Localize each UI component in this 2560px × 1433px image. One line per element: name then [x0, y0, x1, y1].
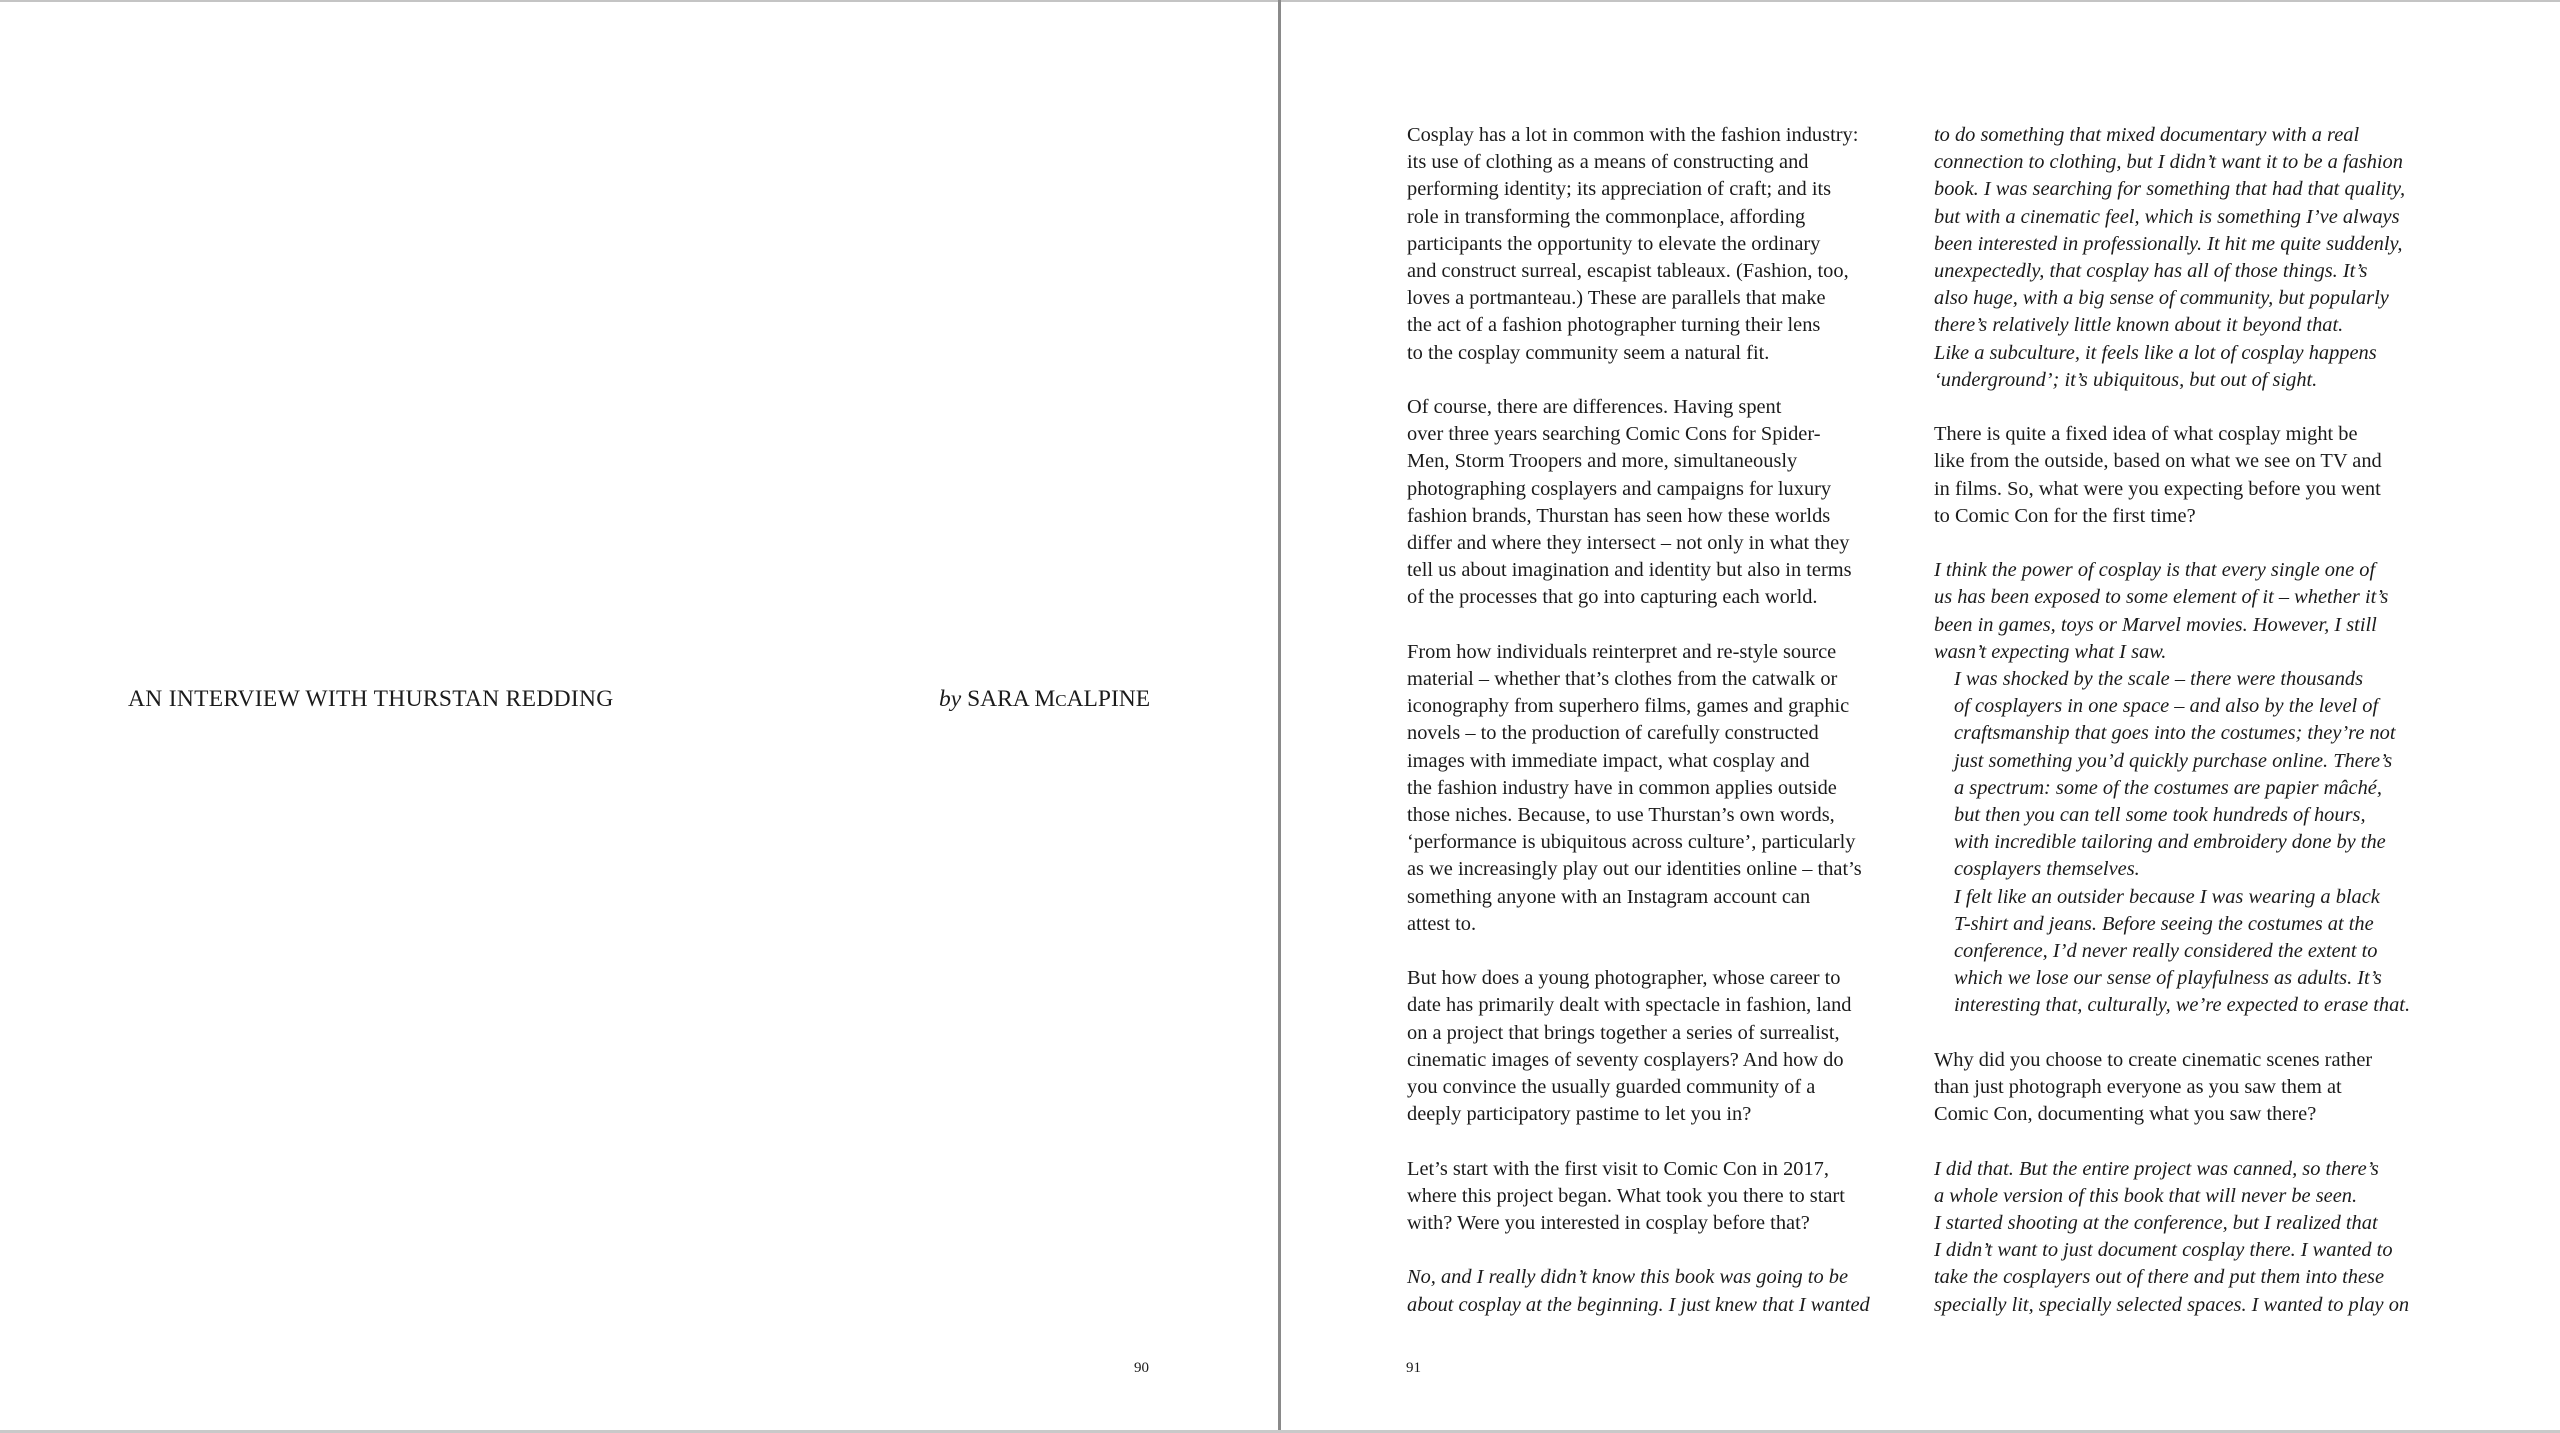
text-line: cosplayers themselves. [1954, 858, 2140, 881]
text-line: also huge, with a big sense of community, but popularly [1934, 287, 2389, 310]
answer-paragraph [1934, 122, 2434, 394]
text-line: but then you can tell some took hundreds of hours, [1954, 804, 2366, 827]
text-line: fashion brands, Thurstan has seen how these worlds [1407, 504, 1831, 527]
text-line: Cosplay has a lot in common with the fashion industry: [1407, 124, 1859, 146]
text-column-2 [1934, 122, 2434, 1346]
text-line: a whole version of this book that will never be seen. [1934, 1184, 2358, 1207]
body-paragraph [1407, 394, 1907, 612]
text-line: to do something that mixed documentary with a real [1934, 124, 2360, 146]
author-name-part-1: SARA M [967, 686, 1056, 712]
page-number-left: 90 [1134, 1360, 1149, 1376]
text-line: book. I was searching for something that had that quality, [1934, 178, 2406, 201]
text-line: like from the outside, based on what we see on TV and [1934, 450, 2382, 473]
body-paragraph [1934, 421, 2434, 530]
text-line: to Comic Con for the first time? [1934, 504, 2196, 527]
text-line: T-shirt and jeans. Before seeing the costumes at the [1954, 912, 2374, 935]
text-line: in films. So, what were you expecting before you went [1934, 477, 2381, 500]
page-number-right: 91 [1406, 1360, 1421, 1376]
text-line: specially lit, specially selected spaces. I wanted to play on [1934, 1293, 2410, 1316]
article-title: AN INTERVIEW WITH THURSTAN REDDING [128, 686, 614, 712]
text-line: iconography from superhero films, games and graphic [1407, 695, 1850, 718]
text-line: to the cosplay community seem a natural fit. [1407, 341, 1770, 364]
text-line: Let’s start with the first visit to Comic Con in 2017, [1407, 1157, 1829, 1180]
text-line: But how does a young photographer, whose career to [1407, 967, 1841, 990]
text-line: role in transforming the commonplace, affording [1407, 205, 1806, 228]
body-paragraph [1407, 965, 1907, 1128]
answer-paragraph [1934, 666, 2434, 884]
answer-paragraph [1407, 1264, 1907, 1318]
text-line: than just photograph everyone as you saw them at [1934, 1076, 2342, 1099]
author-name-part-2: ALPINE [1066, 686, 1151, 712]
text-line: take the cosplayers out of there and put them into these [1934, 1266, 2385, 1289]
author-name [967, 686, 1150, 712]
text-line: images with immediate impact, what cosplay and [1407, 749, 1810, 772]
text-line: photographing cosplayers and campaigns for luxury [1407, 477, 1832, 500]
text-line: I didn’t want to just document cosplay there. I wanted to [1934, 1239, 2393, 1262]
text-line: conference, I’d never really considered the extent to [1954, 940, 2378, 963]
text-line: where this project began. What took you there to start [1407, 1184, 1845, 1207]
text-line: of the processes that go into capturing each world. [1407, 586, 1818, 609]
text-line: I think the power of cosplay is that every single one of [1934, 559, 2376, 582]
text-line: Of course, there are differences. Having spent [1407, 396, 1782, 419]
text-line: ‘underground’; it’s ubiquitous, but out of sight. [1934, 368, 2318, 391]
text-line: a spectrum: some of the costumes are papier mâché, [1954, 776, 2382, 799]
text-line: I started shooting at the conference, but I realized that [1934, 1212, 2378, 1235]
text-line: I did that. But the entire project was canned, so there’s [1934, 1157, 2379, 1180]
text-line: us has been exposed to some element of it – whether it’s [1934, 586, 2389, 609]
body-paragraph [1407, 1156, 1907, 1238]
text-line: been interested in professionally. It hit me quite suddenly, [1934, 232, 2403, 255]
byline-prefix: by [939, 686, 962, 712]
text-line: about cosplay at the beginning. I just knew that I wanted [1407, 1293, 1870, 1316]
text-line: interesting that, culturally, we’re expected to erase that. [1954, 994, 2411, 1017]
text-line: attest to. [1407, 912, 1477, 935]
text-line: ‘performance is ubiquitous across culture’, particularly [1407, 831, 1856, 854]
text-line: as we increasingly play out our identities online – that’s [1407, 858, 1862, 881]
text-line: No, and I really didn’t know this book was going to be [1407, 1266, 1849, 1289]
text-line: those niches. Because, to use Thurstan’s own words, [1407, 804, 1835, 827]
text-line: the fashion industry have in common applies outside [1407, 776, 1837, 799]
byline [939, 686, 1150, 713]
text-column-1 [1407, 122, 1907, 1346]
text-line: I felt like an outsider because I was wearing a black [1954, 885, 2380, 908]
text-line: and construct surreal, escapist tableaux. (Fashion, too, [1407, 260, 1849, 283]
text-line: been in games, toys or Marvel movies. However, I still [1934, 613, 2377, 636]
text-line: there’s relatively little known about it beyond that. [1934, 314, 2344, 337]
text-line: date has primarily dealt with spectacle in fashion, land [1407, 994, 1852, 1017]
text-line: connection to clothing, but I didn’t want it to be a fashion [1934, 151, 2403, 174]
text-line: material – whether that’s clothes from the catwalk or [1407, 668, 1838, 691]
text-line: its use of clothing as a means of constructing and [1407, 151, 1809, 174]
answer-paragraph [1934, 557, 2434, 666]
text-line: Why did you choose to create cinematic scenes rather [1934, 1048, 2373, 1071]
text-line: deeply participatory pastime to let you in? [1407, 1103, 1752, 1126]
body-paragraph [1407, 639, 1907, 938]
text-line: the act of a fashion photographer turning their lens [1407, 314, 1821, 337]
text-line: which we lose our sense of playfulness as adults. It’s [1954, 967, 2382, 990]
text-line: cinematic images of seventy cosplayers? And how do [1407, 1048, 1844, 1071]
text-line: craftsmanship that goes into the costumes; they’re not [1954, 722, 2396, 745]
text-line: novels – to the production of carefully constructed [1407, 722, 1819, 745]
text-line: with incredible tailoring and embroidery done by the [1954, 831, 2386, 854]
text-line: wasn’t expecting what I saw. [1934, 640, 2167, 663]
text-line: Men, Storm Troopers and more, simultaneously [1407, 450, 1798, 473]
text-line: you convince the usually guarded community of a [1407, 1076, 1816, 1099]
body-paragraph [1934, 1047, 2434, 1129]
text-line: with? Were you interested in cosplay before that? [1407, 1212, 1810, 1235]
text-line: Like a subculture, it feels like a lot of cosplay happens [1934, 341, 2377, 364]
body-paragraph [1407, 122, 1907, 367]
text-line: tell us about imagination and identity but also in terms [1407, 559, 1852, 582]
answer-paragraph [1934, 1156, 2434, 1319]
text-line: on a project that brings together a series of surrealist, [1407, 1021, 1840, 1044]
text-line: From how individuals reinterpret and re-style source [1407, 640, 1837, 663]
text-line: over three years searching Comic Cons for Spider- [1407, 423, 1821, 446]
text-line: There is quite a fixed idea of what cosplay might be [1934, 423, 2358, 446]
text-line: participants the opportunity to elevate the ordinary [1407, 232, 1821, 255]
text-line: Comic Con, documenting what you saw there? [1934, 1103, 2317, 1126]
text-line: loves a portmanteau.) These are parallels that make [1407, 287, 1826, 310]
text-line: unexpectedly, that cosplay has all of those things. It’s [1934, 260, 2368, 283]
answer-paragraph [1934, 884, 2434, 1020]
author-name-smallcap: C [1055, 691, 1067, 710]
text-line: I was shocked by the scale – there were thousands [1954, 668, 2364, 691]
text-line: something anyone with an Instagram account can [1407, 885, 1811, 908]
text-line: but with a cinematic feel, which is something I’ve always [1934, 205, 2400, 228]
text-line: of cosplayers in one space – and also by the level of [1954, 695, 2379, 718]
text-line: differ and where they intersect – not only in what they [1407, 532, 1850, 555]
text-line: performing identity; its appreciation of craft; and its [1407, 178, 1832, 201]
page-gutter [1278, 0, 1281, 1433]
text-line: just something you’d quickly purchase online. There’s [1954, 749, 2393, 772]
